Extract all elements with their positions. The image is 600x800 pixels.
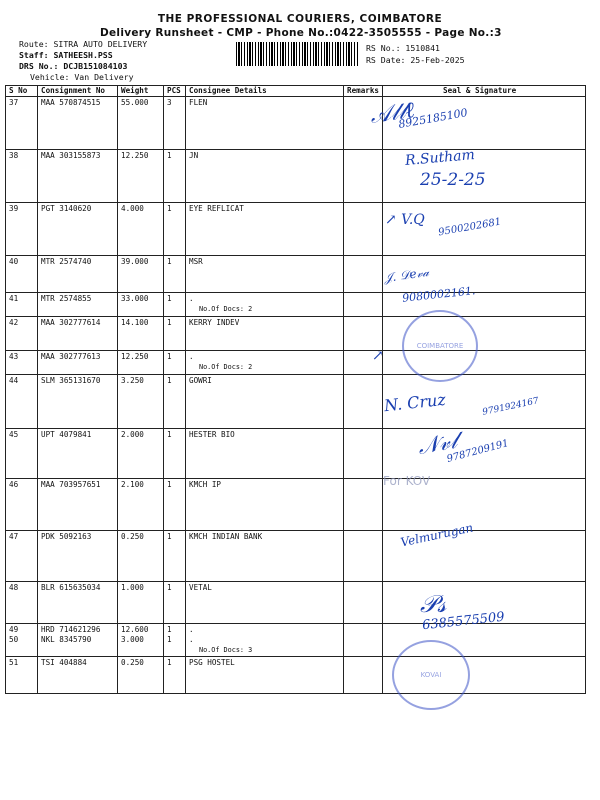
row-docs-count: No.Of Docs: 2 xyxy=(199,363,253,371)
table-row xyxy=(6,293,586,317)
row-consignment-no: PGT 3140620 xyxy=(41,204,92,213)
row-consignee: VETAL xyxy=(189,583,212,592)
row-consignment-no: MAA 303155873 xyxy=(41,151,101,160)
signature-39-mark: ↗ V.Q xyxy=(385,212,425,228)
row-consignee: FLEN xyxy=(189,98,208,107)
table-cell xyxy=(164,582,186,624)
table-cell xyxy=(344,624,383,657)
row-pcs: 1 xyxy=(167,480,172,489)
vehicle-label: Vehicle: Van Delivery xyxy=(30,72,134,82)
table-row xyxy=(6,624,586,657)
table-row xyxy=(6,150,586,203)
table-cell xyxy=(118,624,164,657)
row-consignment-no: HRD 714621296 xyxy=(41,625,101,634)
row-pcs: 1 xyxy=(167,318,172,327)
table-cell xyxy=(6,582,38,624)
row-sno: 45 xyxy=(9,430,19,439)
table-cell xyxy=(118,479,164,531)
row-consignment-no: MAA 302777613 xyxy=(41,352,101,361)
row-consignee: PSG HOSTEL xyxy=(189,658,235,667)
row-docs-count: No.Of Docs: 3 xyxy=(199,646,253,654)
row-weight: 1.000 xyxy=(121,583,144,592)
row-sno: 44 xyxy=(9,376,19,385)
row-sno: 39 xyxy=(9,204,19,213)
table-cell xyxy=(186,351,344,375)
row-sno: 43 xyxy=(9,352,19,361)
table-cell xyxy=(164,429,186,479)
table-cell xyxy=(6,429,38,479)
table-cell xyxy=(118,429,164,479)
row-pcs: 3 xyxy=(167,98,172,107)
table-row xyxy=(6,479,586,531)
table-cell xyxy=(118,256,164,293)
table-cell xyxy=(344,150,383,203)
row-consignee: MSR xyxy=(189,257,203,266)
row-consignee: EYE REFLICAT xyxy=(189,204,244,213)
table-cell xyxy=(6,375,38,429)
row-weight: 2.100 xyxy=(121,480,144,489)
table-cell xyxy=(186,657,344,694)
table-cell xyxy=(38,293,118,317)
row-sno: 40 xyxy=(9,257,19,266)
table-cell xyxy=(186,479,344,531)
table-cell xyxy=(38,657,118,694)
col-sno: S No xyxy=(6,86,38,97)
table-cell xyxy=(186,317,344,351)
table-cell xyxy=(118,317,164,351)
table-cell xyxy=(6,150,38,203)
barcode-image xyxy=(236,42,358,66)
row-pcs: 1 xyxy=(167,294,172,303)
row-consignment-no: SLM 365131670 xyxy=(41,376,101,385)
row-pcs: 1 xyxy=(167,151,172,160)
row-consignee: . xyxy=(189,635,194,644)
table-cell xyxy=(344,582,383,624)
row-consignee: HESTER BIO xyxy=(189,430,235,439)
row-sno: 42 xyxy=(9,318,19,327)
table-cell xyxy=(344,429,383,479)
table-cell xyxy=(38,582,118,624)
table-row xyxy=(6,351,586,375)
table-cell xyxy=(38,479,118,531)
company-stamp-text: For KOV xyxy=(383,474,431,488)
row-sno: 38 xyxy=(9,151,19,160)
row-weight: 12.250 xyxy=(121,151,149,160)
table-cell xyxy=(38,97,118,150)
table-row xyxy=(6,375,586,429)
table-cell xyxy=(6,97,38,150)
col-weight: Weight xyxy=(118,86,164,97)
table-cell xyxy=(344,293,383,317)
table-cell xyxy=(118,97,164,150)
table-cell xyxy=(344,657,383,694)
hostel-seal-stamp: KOVAI xyxy=(392,640,470,710)
table-cell xyxy=(186,624,344,657)
table-cell xyxy=(186,256,344,293)
row-consignee: . xyxy=(189,294,194,303)
row-consignee: GOWRI xyxy=(189,376,212,385)
table-cell xyxy=(186,582,344,624)
row-consignment-no: MAA 570874515 xyxy=(41,98,101,107)
signature-44-phone: 9791924167 xyxy=(481,396,540,418)
table-cell xyxy=(6,203,38,256)
table-cell xyxy=(164,97,186,150)
col-remarks: Remarks xyxy=(344,86,383,97)
signature-38-date: 25-2-25 xyxy=(420,170,486,190)
row-weight: 3.000 xyxy=(121,635,144,644)
row-weight: 3.250 xyxy=(121,376,144,385)
table-cell xyxy=(38,256,118,293)
table-cell xyxy=(38,429,118,479)
table-cell xyxy=(344,203,383,256)
signature-39-phone: 9500202681 xyxy=(437,216,503,239)
table-cell xyxy=(6,256,38,293)
row-pcs: 1 xyxy=(167,635,172,644)
table-cell xyxy=(164,531,186,582)
rs-date: RS Date: 25-Feb-2025 xyxy=(366,55,465,65)
row-pcs: 1 xyxy=(167,625,172,634)
table-cell xyxy=(6,351,38,375)
drs-label: DRS No.: DCJB151084103 xyxy=(19,61,128,71)
row-consignment-no: BLR 615635034 xyxy=(41,583,101,592)
runsheet-subtitle: Delivery Runsheet - CMP - Phone No.:0422-3505555 - Page No.:3 xyxy=(100,27,502,39)
table-cell xyxy=(118,657,164,694)
table-cell xyxy=(38,203,118,256)
row-pcs: 1 xyxy=(167,583,172,592)
table-row xyxy=(6,317,586,351)
row-pcs: 1 xyxy=(167,532,172,541)
table-cell xyxy=(118,351,164,375)
signature-41-phone: 9080002161. xyxy=(401,284,476,305)
row-weight: 33.000 xyxy=(121,294,149,303)
table-cell xyxy=(164,293,186,317)
table-cell xyxy=(118,531,164,582)
col-pcs: PCS xyxy=(164,86,186,97)
row-consignment-no: MAA 703957651 xyxy=(41,480,101,489)
signature-37-scribble: 𝒜𝓁𝓁ℓ xyxy=(368,98,417,129)
table-cell xyxy=(344,531,383,582)
table-cell xyxy=(6,293,38,317)
signature-49-phone: 6385575509 xyxy=(421,609,506,634)
table-cell xyxy=(38,375,118,429)
table-cell xyxy=(164,203,186,256)
table-cell xyxy=(164,624,186,657)
table-row xyxy=(6,657,586,694)
row-pcs: 1 xyxy=(167,204,172,213)
row-sno: 41 xyxy=(9,294,19,303)
table-cell xyxy=(6,317,38,351)
signature-44-name: N. Cruz xyxy=(383,389,447,416)
row-weight: 4.000 xyxy=(121,204,144,213)
row-pcs: 1 xyxy=(167,257,172,266)
col-signature: Seal & Signature xyxy=(383,86,586,97)
row-consignment-no: NKL 8345790 xyxy=(41,635,92,644)
table-cell xyxy=(6,624,38,657)
table-cell xyxy=(6,657,38,694)
table-header-row xyxy=(6,86,586,97)
table-row xyxy=(6,97,586,150)
row-consignment-no: UPT 4079841 xyxy=(41,430,92,439)
table-cell xyxy=(38,351,118,375)
row-weight: 39.000 xyxy=(121,257,149,266)
row-consignment-no: MTR 2574740 xyxy=(41,257,92,266)
row-pcs: 1 xyxy=(167,376,172,385)
table-cell xyxy=(186,203,344,256)
table-cell xyxy=(164,256,186,293)
table-cell xyxy=(164,479,186,531)
row-consignment-no: MTR 2574855 xyxy=(41,294,92,303)
signature-47-name: Velmurugan xyxy=(399,520,475,550)
row-weight: 55.000 xyxy=(121,98,149,107)
table-cell xyxy=(118,203,164,256)
table-cell xyxy=(164,351,186,375)
row-consignee: KERRY INDEV xyxy=(189,318,240,327)
row-sno: 46 xyxy=(9,480,19,489)
signature-45-phone: 9787209191 xyxy=(445,437,510,466)
row-consignee: . xyxy=(189,352,194,361)
row-consignee: JN xyxy=(189,151,199,160)
table-cell xyxy=(6,479,38,531)
table-row xyxy=(6,256,586,293)
row-sno: 49 xyxy=(9,625,19,634)
table-cell xyxy=(118,150,164,203)
table-cell xyxy=(118,582,164,624)
row-consignee: KMCH INDIAN BANK xyxy=(189,532,263,541)
col-consignee: Consignee Details xyxy=(186,86,344,97)
company-seal-stamp: COIMBATORE xyxy=(402,310,478,382)
table-cell xyxy=(186,97,344,150)
row-weight: 14.100 xyxy=(121,318,149,327)
table-cell xyxy=(38,317,118,351)
row-consignee: KMCH IP xyxy=(189,480,222,489)
row-weight: 12.600 xyxy=(121,625,149,634)
table-cell xyxy=(118,293,164,317)
table-row xyxy=(6,531,586,582)
table-cell xyxy=(186,150,344,203)
route-label: Route: SITRA AUTO DELIVERY xyxy=(19,39,148,49)
row-sno: 50 xyxy=(9,635,19,644)
table-cell xyxy=(6,531,38,582)
row-consignee: . xyxy=(189,625,194,634)
row-pcs: 1 xyxy=(167,352,172,361)
table-cell xyxy=(186,429,344,479)
table-cell xyxy=(186,375,344,429)
table-cell xyxy=(164,150,186,203)
table-cell xyxy=(186,531,344,582)
table-row xyxy=(6,203,586,256)
row-weight: 12.250 xyxy=(121,352,149,361)
row-sno: 51 xyxy=(9,658,19,667)
row-sno: 37 xyxy=(9,98,19,107)
table-cell xyxy=(344,256,383,293)
table-cell xyxy=(118,375,164,429)
row-weight: 0.250 xyxy=(121,532,144,541)
signature-37-phone: 8925185100 xyxy=(397,106,469,131)
company-title: THE PROFESSIONAL COURIERS, COIMBATORE xyxy=(157,13,443,25)
rs-number: RS No.: 1510841 xyxy=(366,43,440,53)
row-consignment-no: PDK 5092163 xyxy=(41,532,92,541)
table-cell xyxy=(38,531,118,582)
table-cell xyxy=(344,479,383,531)
row-sno: 47 xyxy=(9,532,19,541)
signature-43-mark: ↗ xyxy=(372,348,384,364)
table-row xyxy=(6,429,586,479)
signature-45-scribble: 𝒩𝓋𝓁 xyxy=(416,428,460,461)
row-weight: 2.000 xyxy=(121,430,144,439)
staff-label: Staff: SATHEESH.PSS xyxy=(19,50,113,60)
row-consignment-no: MAA 302777614 xyxy=(41,318,101,327)
signature-49-scribble: 𝒫𝓈 xyxy=(420,590,447,618)
row-docs-count: No.Of Docs: 2 xyxy=(199,305,253,313)
row-consignment-no: TSI 404884 xyxy=(41,658,87,667)
table-cell xyxy=(344,375,383,429)
table-cell xyxy=(164,375,186,429)
row-pcs: 1 xyxy=(167,658,172,667)
table-cell xyxy=(38,624,118,657)
runsheet-table xyxy=(5,85,586,694)
table-cell xyxy=(164,657,186,694)
table-cell xyxy=(186,293,344,317)
signature-41-scribble: 𝒥. 𝒟𝑒𝓋𝒶 xyxy=(383,264,430,286)
col-consignment: Consignment No xyxy=(38,86,118,97)
row-weight: 0.250 xyxy=(121,658,144,667)
signature-38-name: R.Sutham xyxy=(404,146,476,170)
row-sno: 48 xyxy=(9,583,19,592)
table-cell xyxy=(38,150,118,203)
table-cell xyxy=(344,317,383,351)
row-pcs: 1 xyxy=(167,430,172,439)
table-cell xyxy=(164,317,186,351)
